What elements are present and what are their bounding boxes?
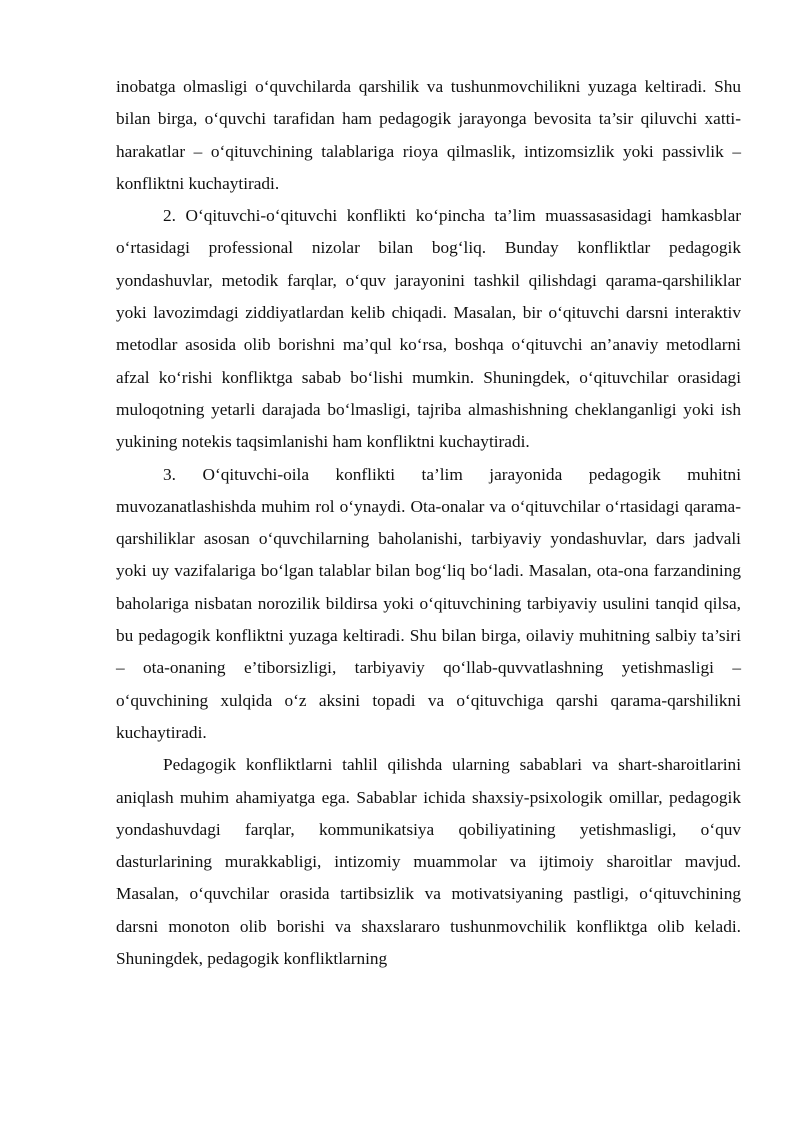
- paragraph-teacher-teacher-conflict: 2. O‘qituvchi-o‘qituvchi konflikti ko‘pincha ta’lim muassasasidagi hamkasblar o‘rtasidagi professional nizolar bilan bog‘liq. Bunday konfliktlar pedagogik yondashuvlar, metodik farqlar, o‘quv jarayonini tashkil qilishdagi qarama-qarshiliklar yoki lavozimdagi ziddiyatlardan kelib chiqadi. Masalan, bir o‘qituvchi darsni interaktiv metodlar asosida olib borishni ma’qul ko‘rsa, boshqa o‘qituvchi an’anaviy metodlarni afzal ko‘rishi konfliktga sabab bo‘lishi mumkin. Shuningdek, o‘qituvchilar orasidagi muloqotning yetarli darajada bo‘lmasligi, tajriba almashishning cheklanganligi yoki ish yukining notekis taqsimlanishi ham konfliktni kuchaytiradi.: [116, 206, 741, 452]
- paragraph-conflict-analysis: Pedagogik konfliktlarni tahlil qilishda ularning sabablari va shart-sharoitlarini aniqlash muhim ahamiyatga ega. Sabablar ichida shaxsiy-psixologik omillar, pedagogik yondashuvdagi farqlar, kommunikatsiya qobiliyatining yetishmasligi, o‘quv dasturlarining murakkabligi, intizomiy muammolar va ijtimoiy sharoitlar mavjud. Masalan, o‘quvchilar orasida tartibsizlik va motivatsiyaning pastligi, o‘qituvchining darsni monoton olib borishi va shaxslararo tushunmovchilik konfliktga olib keladi. Shuningdek, pedagogik konfliktlarning: [116, 755, 741, 969]
- paragraph-continuation: inobatga olmasligi o‘quvchilarda qarshilik va tushunmovchilikni yuzaga keltiradi. Shu bilan birga, o‘quvchi tarafidan ham pedagogik jarayonga bevosita ta’sir qiluvchi xatti-harakatlar – o‘qituvchining talablariga rioya qilmaslik, intizomsizlik yoki passivlik – konfliktni kuchaytiradi.: [116, 77, 741, 193]
- document-page: [116, 71, 741, 975]
- paragraph-teacher-family-conflict: 3. O‘qituvchi-oila konflikti ta’lim jarayonida pedagogik muhitni muvozanatlashishda muhim rol o‘ynaydi. Ota-onalar va o‘qituvchilar o‘rtasidagi qarama-qarshiliklar asosan o‘quvchilarning baholanishi, tarbiyaviy yondashuvlar, dars jadvali yoki uy vazifalariga bo‘lgan talablar bilan bog‘liq bo‘ladi. Masalan, ota-ona farzandining baholariga nisbatan norozilik bildirsa yoki o‘qituvchining tarbiyaviy usulini tanqid qilsa, bu pedagogik konfliktni yuzaga keltiradi. Shu bilan birga, oilaviy muhitning salbiy ta’siri – ota-onaning e’tiborsizligi, tarbiyaviy qo‘llab-quvvatlashning yetishmasligi – o‘quvchining xulqida o‘z aksini topadi va o‘qituvchiga qarshi qarama-qarshilikni kuchaytiradi.: [116, 464, 741, 742]
